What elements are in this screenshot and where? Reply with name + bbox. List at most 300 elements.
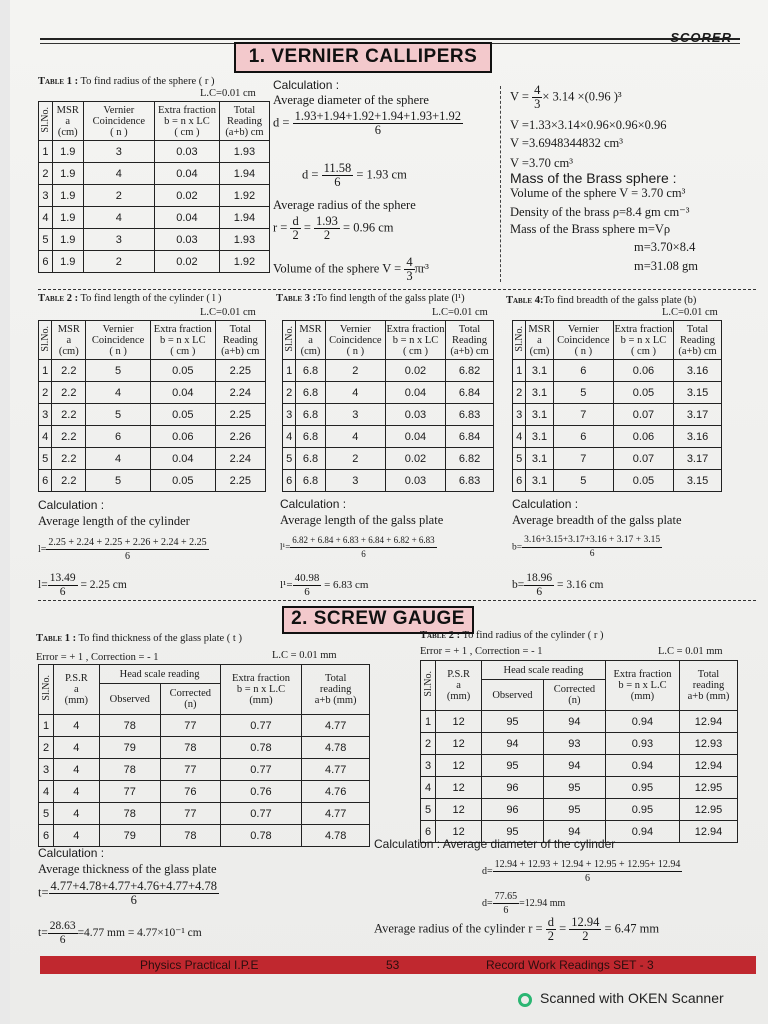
table-cell: 3.17 [674,404,722,426]
table-row [39,715,370,737]
t4-f2: b= $\frac{18.96}{6}$ = 3.16 cm [512,572,604,598]
top-rule [40,38,740,40]
table-header-row [39,665,370,684]
table-cell: 3.1 [526,448,554,470]
table-row [283,382,494,404]
table-cell: 3.16 [674,426,722,448]
page-footer [40,956,756,974]
table-cell: 94 [543,755,605,777]
table-cell: 3 [83,141,154,163]
table-cell: 95 [481,821,543,843]
table-cell: 1.9 [52,185,83,207]
brass-l4: m=3.70×8.4 [634,240,696,254]
table-cell: 3.1 [526,382,554,404]
table-row [513,448,722,470]
t3-calc-l1: Average length of the galss plate [280,513,444,527]
brass-l2: Density of the brass ρ=8.4 gm cm⁻³ [510,205,690,219]
table-cell: 3 [39,759,54,781]
table-cell: 78 [99,803,161,825]
table-header-row [421,661,738,680]
table-cell: 12.95 [680,799,738,821]
col-extra-fraction: Extra fraction b = n x LC ( cm ) [385,321,445,360]
table-cell: 7 [553,404,613,426]
screw-table-2 [420,660,738,843]
st1-calc-l1: Average thickness of the glass plate [38,862,217,876]
t2-calc-heading: Calculation : [38,498,105,512]
table-row [39,229,270,251]
table-row [39,163,270,185]
col-head-scale-reading: Head scale reading [481,661,605,680]
table-cell: 0.93 [605,733,679,755]
brass-heading: Mass of the Brass sphere : [510,170,677,186]
table-cell: 4 [54,803,99,825]
table-row [421,777,738,799]
col-extra-fraction: Extra fraction b = n x LC ( cm ) [155,102,220,141]
section-dash-2 [38,600,756,601]
table-cell: 95 [481,711,543,733]
table-cell: 0.02 [155,185,220,207]
col-corrected: Corrected (n) [161,684,221,715]
col-vernier-coincidence: Vernier Coincidence ( n ) [553,321,613,360]
table-cell: 6.8 [296,382,326,404]
table-cell: 0.05 [150,360,215,382]
section-dash-1 [38,289,756,290]
screw-t2-error: Error = + 1 , Correction = - 1 [420,646,543,657]
table-cell: 6.8 [296,404,326,426]
table-cell: 2 [39,163,53,185]
table-row [39,426,266,448]
table-cell: 0.06 [150,426,215,448]
st2-f1: d= $\frac{12.94 + 12.93 + 12.94 + 12.95 + 12.95+ 12.94}{6}$ [482,859,681,884]
table-row [39,781,370,803]
table-header-row [39,321,266,360]
table-cell: 2 [39,382,52,404]
brass-l1: Volume of the sphere V = 3.70 cm³ [510,186,686,200]
t3-f1: l¹= $\frac{6.82 + 6.84 + 6.83 + 6.84 + 6.82 + 6.83}{6}$ [280,535,435,559]
table-cell: 0.77 [220,803,302,825]
vernier-t2-lc: L.C=0.01 cm [200,307,256,318]
table-header-row [283,321,494,360]
table-cell: 5 [283,448,296,470]
t3-calc-heading: Calculation : [280,497,347,511]
table-cell: 3 [513,404,526,426]
vernier-t3-lc: L.C=0.01 cm [432,307,488,318]
scanner-watermark [518,990,724,1007]
table-cell: 6.84 [446,382,494,404]
table-cell: 0.94 [605,755,679,777]
table-cell: 4.77 [302,759,370,781]
table-row [513,404,722,426]
col-total-reading: Total Reading (a+b) cm [219,102,269,141]
scorer-label: SCORER [670,30,732,45]
st2-calc-heading: Calculation : Average diameter of the cylinder [374,837,616,851]
table-cell: 12.94 [680,821,738,843]
t3-f2: l¹= $\frac{40.98}{6}$ = 6.83 cm [280,572,369,598]
slno-label: Sl.No. [283,325,295,352]
table-row [283,360,494,382]
table-cell: 77 [99,781,161,803]
st1-f1: t= $\frac{4.77+4.78+4.77+4.76+4.77+4.78}{6}$ [38,879,218,907]
table-cell: 4 [83,207,154,229]
table-cell: 5 [553,470,613,492]
table-row [39,251,270,273]
table-cell: 4.77 [302,715,370,737]
table-cell: 4 [39,207,53,229]
table-cell: 76 [161,781,221,803]
table-cell: 2 [421,733,436,755]
table-cell: 3.1 [526,404,554,426]
t2-calc-l1: Average length of the cylinder [38,514,190,528]
table-cell: 6.8 [296,470,326,492]
vernier-table-2 [38,320,266,492]
table-cell: 2.2 [52,426,86,448]
table-cell: 4 [54,737,99,759]
t4-calc-heading: Calculation : [512,497,579,511]
brass-l3: Mass of the Brass sphere m=Vρ [510,222,671,236]
col-total-reading: Total reading a+b (mm) [680,661,738,711]
screw-t2-lc: L.C = 0.01 mm [658,646,723,657]
vernier-banner: 1. VERNIER CALLIPERS [234,42,492,73]
table-cell: 12.93 [680,733,738,755]
table-cell: 0.78 [220,825,302,847]
table-row [283,470,494,492]
table-cell: 1 [39,360,52,382]
table-cell: 7 [553,448,613,470]
table-cell: 4 [86,448,151,470]
table-row [39,404,266,426]
table-cell: 3.16 [674,360,722,382]
table-cell: 2 [83,185,154,207]
col-msr: MSR a (cm) [296,321,326,360]
table-cell: 95 [543,777,605,799]
screw-t1-error: Error = + 1 , Correction = - 1 [36,652,159,663]
table-cell: 2 [83,251,154,273]
table-cell: 0.04 [155,207,220,229]
volume-eq-1: V = $\frac{4}{3}$ × 3.14 ×(0.96 )³ [510,83,622,111]
col-extra-fraction: Extra fraction b = n x L.C (mm) [220,665,302,715]
table-cell: 77 [161,759,221,781]
table-cell: 6 [553,360,613,382]
table-row [39,825,370,847]
table-cell: 2 [39,737,54,759]
table-row [513,360,722,382]
table-cell: 4 [325,426,385,448]
table-cell: 3.15 [674,470,722,492]
table-cell: 2 [283,382,296,404]
table-cell: 4 [421,777,436,799]
slno-label: Sl.No. [422,671,434,697]
table-cell: 2.2 [52,360,86,382]
vernier-t4-lc: L.C=0.01 cm [662,307,718,318]
table-row [39,382,266,404]
table-cell: 3.17 [674,448,722,470]
table-cell: 2.26 [215,426,265,448]
col-vernier-coincidence: Vernier Coincidence ( n ) [83,102,154,141]
table-cell: 1.9 [52,229,83,251]
table-cell: 6 [39,251,53,273]
slno-label: Sl.No. [39,325,51,352]
table-cell: 0.95 [605,777,679,799]
table-cell: 5 [39,803,54,825]
table-cell: 0.03 [155,229,220,251]
table-cell: 12 [436,821,482,843]
table-row [421,733,738,755]
table-cell: 1 [39,715,54,737]
table-row [39,448,266,470]
table-cell: 95 [543,799,605,821]
table-cell: 0.04 [155,163,220,185]
table-cell: 3 [421,755,436,777]
volume-eq-3: V =3.6948344832 cm³ [510,136,623,150]
col-slno [513,321,526,360]
table-cell: 0.06 [613,426,673,448]
col-psr: P.S.R a (mm) [54,665,99,715]
table-cell: 1.9 [52,163,83,185]
footer-page-number: 53 [386,958,400,972]
table-cell: 1.9 [52,141,83,163]
table-cell: 4 [83,163,154,185]
col-total-reading: Total reading a+b (mm) [302,665,370,715]
table-cell: 2 [325,448,385,470]
table-cell: 79 [99,825,161,847]
col-extra-fraction: Extra fraction b = n x L.C (mm) [605,661,679,711]
col-slno [421,661,436,711]
table-cell: 96 [481,777,543,799]
table-cell: 0.04 [150,448,215,470]
table-header-row [513,321,722,360]
table-cell: 6.84 [446,426,494,448]
col-extra-fraction: Extra fraction b = n x LC ( cm ) [613,321,673,360]
table-row [39,759,370,781]
table-cell: 5 [513,448,526,470]
col-observed: Observed [99,684,161,715]
col-msr: MSR a (cm) [52,321,86,360]
table-cell: 6.82 [446,448,494,470]
table-row [39,207,270,229]
table-row [39,360,266,382]
col-head-scale-reading: Head scale reading [99,665,220,684]
table-cell: 3 [325,470,385,492]
screw-banner: 2. SCREW GAUGE [282,606,474,634]
table-cell: 0.03 [385,470,445,492]
table-row [513,382,722,404]
footer-left: Physics Practical I.P.E [140,958,259,972]
table-row [283,448,494,470]
table-cell: 4 [86,382,151,404]
table-cell: 78 [99,759,161,781]
table-cell: 0.06 [613,360,673,382]
table-cell: 1.94 [219,207,269,229]
table-cell: 6 [283,470,296,492]
table-cell: 94 [543,711,605,733]
col-slno [39,102,53,141]
table-cell: 6.82 [446,360,494,382]
scanner-logo-icon [518,993,532,1007]
table-cell: 0.02 [155,251,220,273]
table-cell: 4 [54,781,99,803]
table-cell: 5 [86,470,151,492]
table-cell: 5 [39,229,53,251]
table-cell: 3 [283,404,296,426]
table-cell: 4.78 [302,825,370,847]
sphere-calc-l2: Average radius of the sphere [273,198,416,212]
table-row [513,426,722,448]
st2-radius: Average radius of the cylinder r = $\frac{d}{2}$ = $\frac{12.94}{2}$ = 6.47 mm [374,915,660,943]
st1-f2: t= $\frac{28.63}{6}$ =4.77 mm = 4.77×10⁻¹ cm [38,920,202,946]
vernier-t4-caption: Table 4:To find breadth of the galss plate (b) [506,295,697,306]
table-cell: 6.8 [296,360,326,382]
table-cell: 0.94 [605,711,679,733]
table-cell: 1.9 [52,207,83,229]
slno-label: Sl.No. [513,325,525,352]
table-cell: 2 [513,382,526,404]
table-cell: 6 [421,821,436,843]
col-total-reading: Total Reading (a+b) cm [446,321,494,360]
table-cell: 1.93 [219,141,269,163]
table-cell: 0.02 [385,448,445,470]
table-cell: 5 [86,404,151,426]
table-cell: 2.2 [52,382,86,404]
document-page [10,0,768,1024]
t4-calc-l1: Average breadth of the galss plate [512,513,682,527]
table-cell: 78 [99,715,161,737]
table-cell: 5 [553,382,613,404]
table-header-row [39,102,270,141]
vernier-t3-caption: Table 3 :To find length of the galss plate (l¹) [276,293,465,304]
table-row [421,755,738,777]
table-cell: 6 [553,426,613,448]
vernier-table-3 [282,320,494,492]
col-slno [39,665,54,715]
table-cell: 0.04 [150,382,215,404]
vernier-t1-lc: L.C=0.01 cm [200,88,256,99]
table-cell: 1.92 [219,185,269,207]
table-cell: 0.07 [613,448,673,470]
table-cell: 3 [325,404,385,426]
table-cell: 2.25 [215,470,265,492]
screw-t1-lc: L.C = 0.01 mm [272,650,337,661]
table-cell: 6 [513,470,526,492]
t4-f1: b= $\frac{3.16+3.15+3.17+3.16 + 3.17 + 3.15}{6}$ [512,535,661,559]
sphere-diameter-eq: d = $\frac{1.93+1.94+1.92+1.94+1.93+1.92}{6}$ [273,109,462,137]
table-cell: 0.03 [155,141,220,163]
table-cell: 4 [54,715,99,737]
table-cell: 2.25 [215,404,265,426]
table-cell: 94 [481,733,543,755]
table-cell: 95 [481,755,543,777]
table-cell: 0.05 [150,470,215,492]
table-cell: 1 [283,360,296,382]
table-cell: 6 [39,825,54,847]
st1-calc-heading: Calculation : [38,846,105,860]
table-row [39,803,370,825]
vernier-t2-caption: Table 2 : To find length of the cylinder ( l ) [38,293,222,304]
table-cell: 3 [39,185,53,207]
table-cell: 0.07 [613,404,673,426]
table-cell: 0.78 [220,737,302,759]
table-row [513,470,722,492]
col-corrected: Corrected (n) [543,680,605,711]
table-cell: 4 [54,759,99,781]
table-cell: 6.83 [446,404,494,426]
sphere-volume-eq: Volume of the sphere V = $\frac{4}{3}$ πr³ [273,255,429,283]
table-cell: 93 [543,733,605,755]
table-cell: 1 [513,360,526,382]
table-cell: 3 [83,229,154,251]
sphere-calc-heading: Calculation : [273,78,340,92]
table-cell: 5 [86,360,151,382]
st2-f2: d= $\frac{77.65}{6}$ =12.94 mm [482,891,566,916]
table-cell: 2.2 [52,470,86,492]
col-total-reading: Total Reading (a+b) cm [215,321,265,360]
screw-t2-caption: Table 2 : To find radius of the cylinder ( r ) [420,630,604,641]
t2-f1: l= $\frac{2.25 + 2.24 + 2.25 + 2.26 + 2.24 + 2.25}{6}$ [38,537,207,562]
table-cell: 0.02 [385,360,445,382]
table-cell: 2.25 [215,360,265,382]
table-cell: 6.8 [296,448,326,470]
table-cell: 1.94 [219,163,269,185]
screw-t1-caption: Table 1 : To find thickness of the glass plate ( t ) [36,633,242,644]
table-row [421,799,738,821]
table-cell: 4 [513,426,526,448]
table-cell: 0.03 [385,404,445,426]
table-cell: 96 [481,799,543,821]
table-row [421,711,738,733]
table-cell: 78 [161,737,221,759]
col-vernier-coincidence: Vernier Coincidence ( n ) [325,321,385,360]
table-cell: 77 [161,803,221,825]
table-cell: 12 [436,711,482,733]
table-cell: 12 [436,755,482,777]
table-cell: 2.2 [52,448,86,470]
table-cell: 12.94 [680,711,738,733]
table-cell: 4 [325,382,385,404]
table-cell: 1.92 [219,251,269,273]
footer-right: Record Work Readings SET - 3 [486,958,654,972]
scanner-label: Scanned with OKEN Scanner [540,990,724,1006]
table-cell: 12 [436,733,482,755]
col-slno [39,321,52,360]
table-cell: 1 [39,141,53,163]
col-psr: P.S.R a (mm) [436,661,482,711]
table-cell: 2.24 [215,382,265,404]
sphere-radius-eq: r = $\frac{d}{2}$ = $\frac{1.93}{2}$ = 0.96 cm [273,214,394,242]
col-observed: Observed [481,680,543,711]
table-row [283,426,494,448]
table-cell: 4 [54,825,99,847]
slno-label: Sl.No. [39,106,51,133]
table-cell: 6 [86,426,151,448]
volume-eq-4: V =3.70 cm³ [510,156,573,170]
col-vernier-coincidence: Vernier Coincidence ( n ) [86,321,151,360]
calc-divider [500,86,501,282]
col-msr: MSR a (cm) [52,102,83,141]
table-cell: 3.1 [526,470,554,492]
table-row [283,404,494,426]
table-cell: 77 [161,715,221,737]
sphere-diameter-eq2: d = $\frac{11.58}{6}$ = 1.93 cm [302,161,407,189]
table-cell: 6.83 [446,470,494,492]
table-cell: 1.93 [219,229,269,251]
table-cell: 4.78 [302,737,370,759]
table-cell: 4.77 [302,803,370,825]
table-cell: 2.2 [52,404,86,426]
table-cell: 2 [325,360,385,382]
table-cell: 0.04 [385,382,445,404]
table-cell: 0.94 [605,821,679,843]
table-cell: 6 [39,470,52,492]
table-cell: 12.94 [680,755,738,777]
